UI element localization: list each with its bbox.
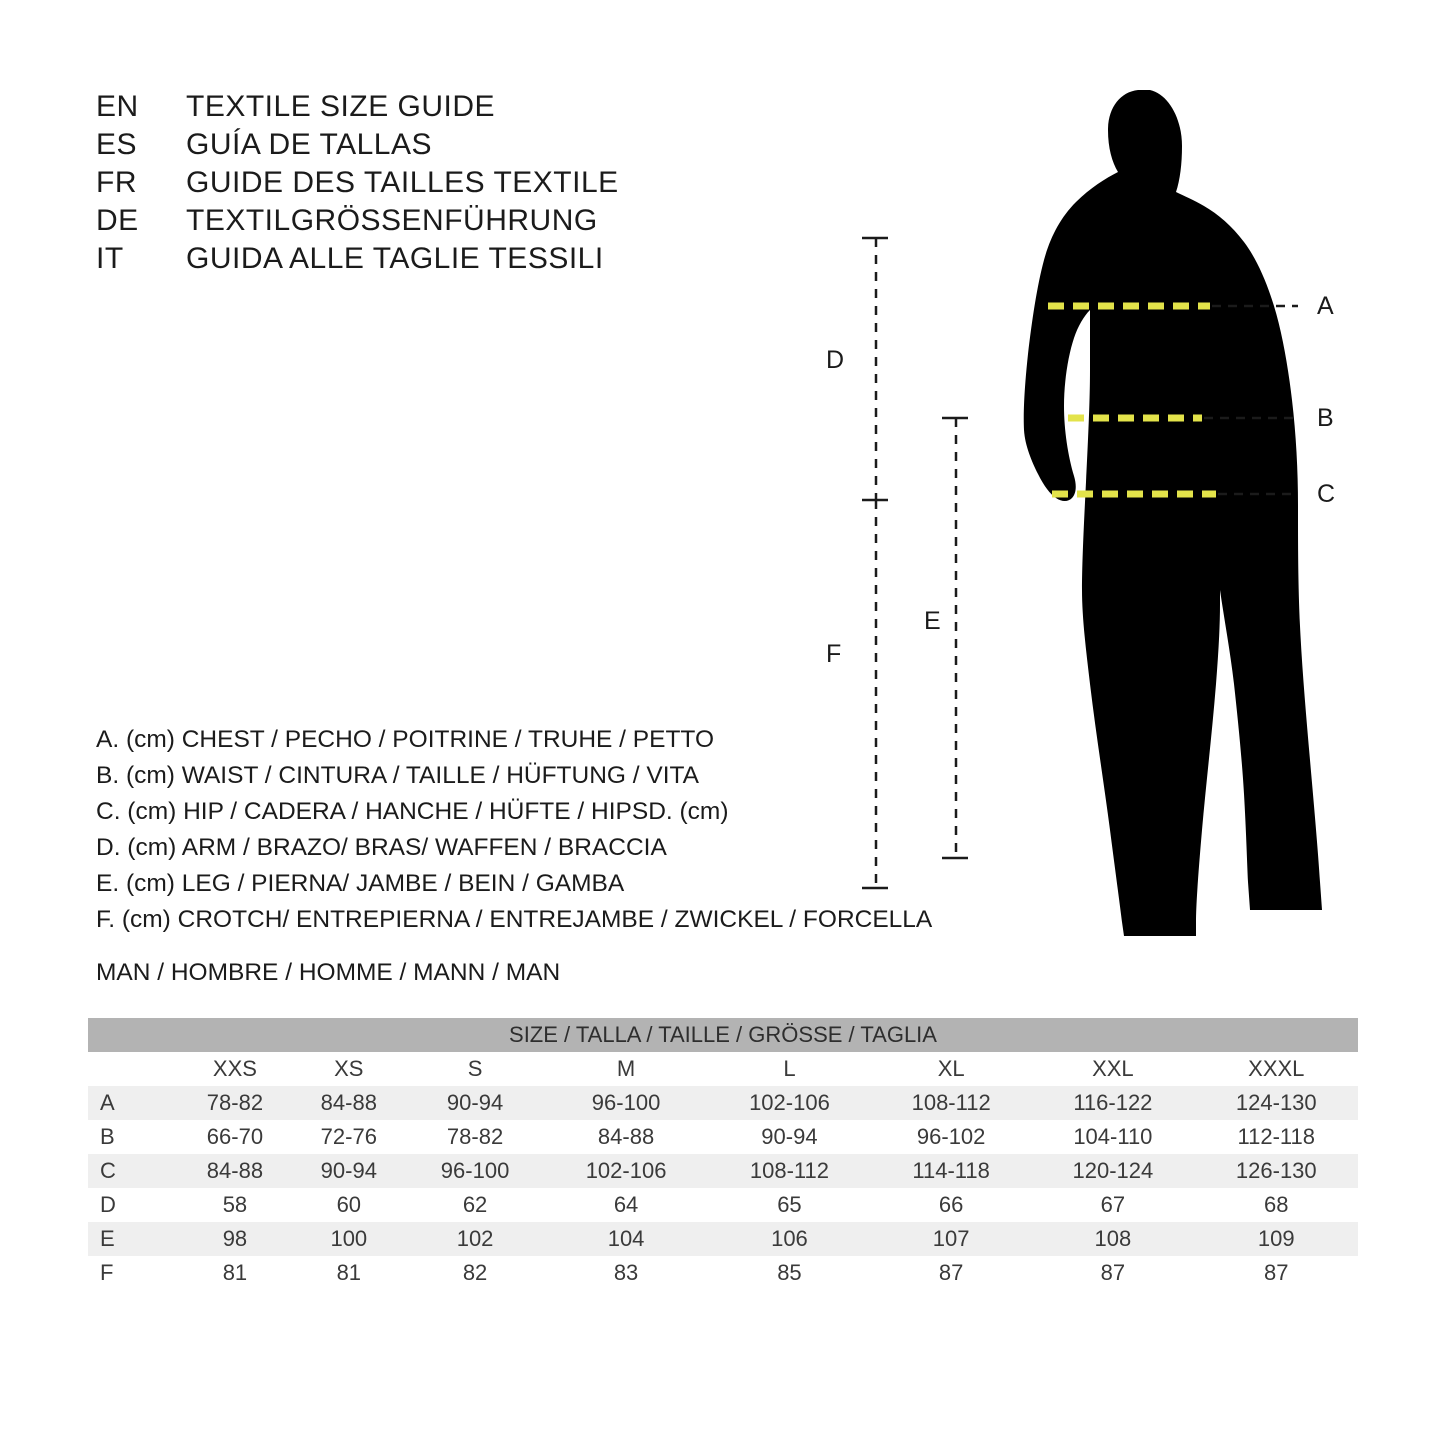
cell-d-xl: 66 — [871, 1188, 1031, 1222]
cell-e-xxs: 98 — [178, 1222, 292, 1256]
size-table-wrapper — [88, 1018, 1358, 1290]
cell-f-xxxl: 87 — [1195, 1256, 1358, 1290]
row-label-c: C — [88, 1154, 178, 1188]
column-header-blank — [88, 1052, 178, 1086]
label-d: D — [826, 346, 845, 374]
table-row — [88, 1120, 1358, 1154]
cell-a-xxs: 78-82 — [178, 1086, 292, 1120]
title-text-fr: GUIDE DES TAILLES TEXTILE — [186, 166, 619, 199]
table-header-label: SIZE / TALLA / TAILLE / GRÖSSE / TAGLIA — [88, 1018, 1358, 1052]
cell-e-xxxl: 109 — [1195, 1222, 1358, 1256]
table-row — [88, 1256, 1358, 1290]
cell-b-l: 90-94 — [708, 1120, 871, 1154]
cell-b-xl: 96-102 — [871, 1120, 1031, 1154]
column-header-xxs: XXS — [178, 1052, 292, 1086]
gender-label: MAN / HOMBRE / HOMME / MANN / MAN — [96, 959, 561, 986]
label-e: E — [924, 607, 941, 635]
cell-f-xxl: 87 — [1031, 1256, 1194, 1290]
cell-c-xxxl: 126-130 — [1195, 1154, 1358, 1188]
legend-line-a: A. (cm) CHEST / PECHO / POITRINE / TRUHE / PETTO — [96, 726, 715, 753]
cell-a-s: 90-94 — [406, 1086, 545, 1120]
cell-b-xxs: 66-70 — [178, 1120, 292, 1154]
legend-line-b: B. (cm) WAIST / CINTURA / TAILLE / HÜFTUNG / VITA — [96, 762, 700, 789]
cell-b-xs: 72-76 — [292, 1120, 406, 1154]
cell-e-m: 104 — [544, 1222, 707, 1256]
legend-line-f: F. (cm) CROTCH/ ENTREPIERNA / ENTREJAMBE / ZWICKEL / FORCELLA — [96, 906, 933, 933]
row-label-d: D — [88, 1188, 178, 1222]
size-table — [88, 1018, 1358, 1290]
cell-c-xxs: 84-88 — [178, 1154, 292, 1188]
row-label-a: A — [88, 1086, 178, 1120]
column-header-xxxl: XXXL — [1195, 1052, 1358, 1086]
title-row-it — [96, 240, 736, 278]
cell-e-l: 106 — [708, 1222, 871, 1256]
title-lang-fr: FR — [96, 166, 137, 199]
title-lang-it: IT — [96, 242, 124, 275]
cell-d-xxxl: 68 — [1195, 1188, 1358, 1222]
cell-b-xxl: 104-110 — [1031, 1120, 1194, 1154]
cell-c-xs: 90-94 — [292, 1154, 406, 1188]
cell-e-xl: 107 — [871, 1222, 1031, 1256]
cell-f-l: 85 — [708, 1256, 871, 1290]
cell-d-xxs: 58 — [178, 1188, 292, 1222]
cell-b-m: 84-88 — [544, 1120, 707, 1154]
title-row-es — [96, 126, 736, 164]
cell-a-xl: 108-112 — [871, 1086, 1031, 1120]
title-text-en: TEXTILE SIZE GUIDE — [186, 90, 496, 123]
table-column-headers — [88, 1052, 1358, 1086]
column-header-s: S — [406, 1052, 545, 1086]
label-b: B — [1317, 404, 1334, 432]
cell-a-xs: 84-88 — [292, 1086, 406, 1120]
column-header-xs: XS — [292, 1052, 406, 1086]
cell-e-s: 102 — [406, 1222, 545, 1256]
cell-e-xs: 100 — [292, 1222, 406, 1256]
cell-c-l: 108-112 — [708, 1154, 871, 1188]
column-header-xl: XL — [871, 1052, 1031, 1086]
title-block — [96, 88, 736, 278]
cell-e-xxl: 108 — [1031, 1222, 1194, 1256]
cell-d-s: 62 — [406, 1188, 545, 1222]
table-row — [88, 1154, 1358, 1188]
cell-f-xxs: 81 — [178, 1256, 292, 1290]
cell-d-m: 64 — [544, 1188, 707, 1222]
legend-line-c: C. (cm) HIP / CADERA / HANCHE / HÜFTE / HIPSD. (cm) — [96, 798, 729, 825]
cell-c-m: 102-106 — [544, 1154, 707, 1188]
row-label-b: B — [88, 1120, 178, 1154]
cell-d-l: 65 — [708, 1188, 871, 1222]
title-row-en — [96, 88, 736, 126]
cell-d-xxl: 67 — [1031, 1188, 1194, 1222]
title-text-it: GUIDA ALLE TAGLIE TESSILI — [186, 242, 604, 275]
table-header-bar — [88, 1018, 1358, 1052]
cell-a-l: 102-106 — [708, 1086, 871, 1120]
cell-d-xs: 60 — [292, 1188, 406, 1222]
title-lang-es: ES — [96, 128, 138, 161]
cell-a-m: 96-100 — [544, 1086, 707, 1120]
legend-block — [96, 722, 933, 938]
row-label-e: E — [88, 1222, 178, 1256]
cell-a-xxxl: 124-130 — [1195, 1086, 1358, 1120]
label-f: F — [826, 640, 842, 668]
title-row-de — [96, 202, 736, 240]
table-row — [88, 1188, 1358, 1222]
label-c: C — [1317, 480, 1336, 508]
legend-line-e: E. (cm) LEG / PIERNA/ JAMBE / BEIN / GAMBA — [96, 870, 625, 897]
table-row — [88, 1222, 1358, 1256]
cell-f-xs: 81 — [292, 1256, 406, 1290]
column-header-l: L — [708, 1052, 871, 1086]
man-silhouette-icon — [1024, 90, 1322, 936]
column-header-xxl: XXL — [1031, 1052, 1194, 1086]
title-text-es: GUÍA DE TALLAS — [186, 128, 432, 161]
cell-f-s: 82 — [406, 1256, 545, 1290]
cell-c-xxl: 120-124 — [1031, 1154, 1194, 1188]
title-row-fr — [96, 164, 736, 202]
title-text-de: TEXTILGRÖSSENFÜHRUNG — [186, 204, 598, 237]
cell-f-xl: 87 — [871, 1256, 1031, 1290]
cell-c-s: 96-100 — [406, 1154, 545, 1188]
cell-b-s: 78-82 — [406, 1120, 545, 1154]
title-lang-en: EN — [96, 90, 139, 123]
cell-c-xl: 114-118 — [871, 1154, 1031, 1188]
cell-f-m: 83 — [544, 1256, 707, 1290]
cell-b-xxxl: 112-118 — [1195, 1120, 1358, 1154]
column-header-m: M — [544, 1052, 707, 1086]
cell-a-xxl: 116-122 — [1031, 1086, 1194, 1120]
legend-line-d: D. (cm) ARM / BRAZO/ BRAS/ WAFFEN / BRACCIA — [96, 834, 667, 861]
table-row — [88, 1086, 1358, 1120]
label-a: A — [1317, 292, 1334, 320]
row-label-f: F — [88, 1256, 178, 1290]
title-lang-de: DE — [96, 204, 139, 237]
